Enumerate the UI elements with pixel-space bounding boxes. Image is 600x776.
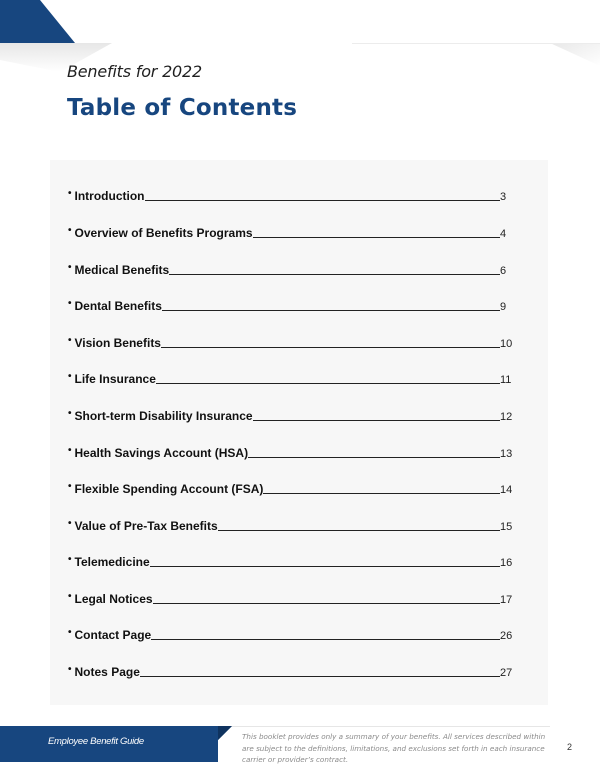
toc-item-label: Legal Notices (74, 592, 153, 606)
toc-item-legal-notices[interactable] (68, 589, 514, 607)
page-title: Table of Contents (67, 95, 298, 121)
toc-leader-line (248, 456, 500, 458)
bullet-icon: • (68, 481, 72, 492)
toc-item-life-insurance[interactable] (68, 369, 514, 387)
toc-page-number: 26 (500, 630, 513, 642)
bullet-icon: • (68, 371, 72, 382)
document-subtitle: Benefits for 2022 (67, 62, 202, 81)
toc-page-number: 27 (500, 667, 513, 679)
toc-item-label: Dental Benefits (74, 299, 162, 313)
toc-item-dental[interactable] (68, 296, 514, 314)
toc-item-telemedicine[interactable] (68, 552, 514, 570)
footer-rule (232, 726, 550, 727)
toc-page-number: 6 (500, 265, 507, 277)
toc-leader-line (253, 419, 500, 421)
bullet-icon: • (68, 445, 72, 456)
toc-item-label: Overview of Benefits Programs (74, 226, 253, 240)
bullet-icon: • (68, 335, 72, 346)
toc-page-number: 11 (500, 374, 512, 386)
toc-page-number: 9 (500, 301, 507, 313)
toc-item-fsa[interactable] (68, 479, 514, 497)
toc-item-label: Contact Page (74, 628, 152, 642)
toc-item-label: Value of Pre-Tax Benefits (74, 519, 218, 533)
toc-item-short-term-disability[interactable] (68, 406, 514, 424)
bullet-icon: • (68, 627, 72, 638)
toc-leader-line (156, 382, 500, 384)
toc-page-number: 12 (500, 411, 513, 423)
toc-leader-line (218, 529, 500, 531)
toc-item-label: Flexible Spending Account (FSA) (74, 482, 264, 496)
bullet-icon: • (68, 554, 72, 565)
toc-item-medical[interactable] (68, 260, 514, 278)
header-rule (352, 43, 600, 44)
toc-page-number: 3 (500, 191, 507, 203)
bullet-icon: • (68, 664, 72, 675)
toc-page-number: 10 (500, 338, 513, 350)
toc-page-number: 13 (500, 448, 513, 460)
toc-page-number: 16 (500, 557, 513, 569)
toc-item-label: Notes Page (74, 665, 140, 679)
toc-leader-line (145, 199, 501, 201)
toc-page-number: 4 (500, 228, 507, 240)
bullet-icon: • (68, 262, 72, 273)
toc-item-label: Short-term Disability Insurance (74, 409, 253, 423)
toc-leader-line (162, 309, 500, 311)
bullet-icon: • (68, 298, 72, 309)
toc-leader-line (263, 492, 500, 494)
bullet-icon: • (68, 225, 72, 236)
toc-leader-line (151, 638, 500, 640)
toc-item-label: Vision Benefits (74, 336, 161, 350)
toc-page-number: 15 (500, 521, 513, 533)
toc-leader-line (253, 236, 500, 238)
bullet-icon: • (68, 408, 72, 419)
toc-item-label: Life Insurance (74, 372, 156, 386)
bullet-icon: • (68, 188, 72, 199)
toc-item-hsa[interactable] (68, 443, 514, 461)
toc-item-overview[interactable] (68, 223, 514, 241)
bullet-icon: • (68, 518, 72, 529)
footer-disclaimer: This booklet provides only a summary of your benefits. All services described within are subject to the definitions, limitations, and exclusions set forth in each insurance carrier or provider’s contract. (242, 732, 546, 764)
toc-item-label: Medical Benefits (74, 263, 170, 277)
toc-leader-line (161, 346, 500, 348)
toc-page-number: 17 (500, 594, 513, 606)
toc-item-introduction[interactable] (68, 186, 514, 204)
bullet-icon: • (68, 591, 72, 602)
toc-item-notes-page[interactable] (68, 662, 514, 680)
page-number: 2 (567, 742, 573, 752)
toc-page-number: 14 (500, 484, 513, 496)
toc-item-contact-page[interactable] (68, 625, 514, 643)
footer-guide-label: Employee Benefit Guide (48, 736, 144, 747)
table-of-contents-panel (50, 160, 548, 705)
toc-item-vision[interactable] (68, 333, 514, 351)
toc-leader-line (150, 565, 500, 567)
toc-item-label: Telemedicine (74, 555, 150, 569)
toc-leader-line (169, 273, 500, 275)
toc-leader-line (140, 675, 500, 677)
toc-item-label: Introduction (74, 189, 145, 203)
toc-item-pre-tax-value[interactable] (68, 516, 514, 534)
toc-leader-line (153, 602, 500, 604)
toc-item-label: Health Savings Account (HSA) (74, 446, 249, 460)
